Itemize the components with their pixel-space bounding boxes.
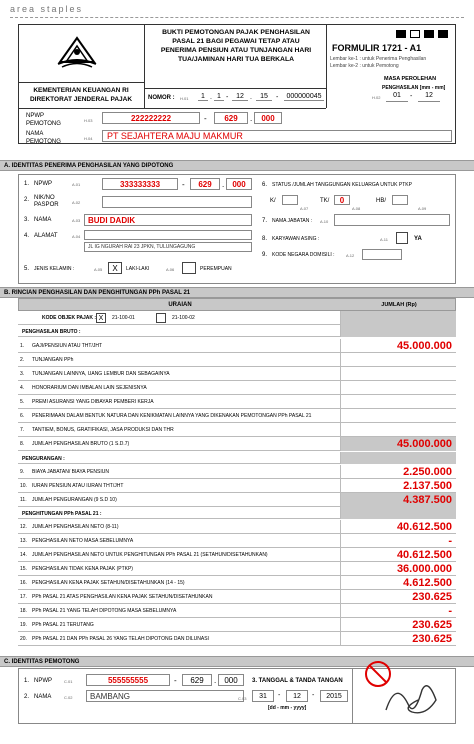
row-number: 14. xyxy=(20,552,27,558)
row-number: 16. xyxy=(20,580,27,586)
a-jk-l-checkbox[interactable]: X xyxy=(108,262,122,274)
a-tk-label: TK/ xyxy=(320,198,330,204)
hitung-header xyxy=(18,507,456,519)
npwp-dot: . xyxy=(222,180,225,189)
kode-objek-row xyxy=(18,311,456,325)
row-label: PREMI ASURANSI YANG DIBAYAR PEMBERI KERJA xyxy=(32,399,154,405)
npwp-pemotong-label xyxy=(26,112,61,128)
row-value[interactable] xyxy=(340,423,456,437)
row-value[interactable]: 230.625 xyxy=(340,632,456,646)
nama-code: H.04 xyxy=(84,136,93,141)
row-label: GAJI/PENSIUN ATAU THT/JHT xyxy=(32,343,103,349)
nomor-dot: . xyxy=(210,94,212,101)
row-number: 4. xyxy=(20,385,25,391)
col-jumlah: JUMLAH (Rp) xyxy=(381,302,417,308)
a-npwp-cabang[interactable]: 000 xyxy=(226,178,252,190)
a-karyawan-asing-label: KARYAWAN ASING : xyxy=(272,236,320,242)
a-nama-field[interactable]: BUDI DADIK xyxy=(84,214,252,226)
a-nik-label xyxy=(34,195,59,209)
row-label: JUMLAH PENGHASILAN NETO (8-11) xyxy=(32,524,119,530)
marker-block xyxy=(396,30,406,38)
c-date-year[interactable]: 2015 xyxy=(320,690,348,702)
divider xyxy=(18,108,326,109)
npwp-pemotong-field[interactable]: 222222222 xyxy=(102,112,200,124)
c-nama-label: NAMA xyxy=(34,694,52,700)
marker-block xyxy=(410,30,420,38)
a-jabatan-code: A.10 xyxy=(320,219,329,224)
kode-2-label: 21-100-02 xyxy=(172,315,195,321)
row-label: PENGHASILAN KENA PAJAK SETAHUN/DISETAHUNKAN (14 - 15) xyxy=(32,580,185,586)
masa-code: H.02 xyxy=(372,95,381,100)
income-row xyxy=(18,493,456,507)
income-row xyxy=(18,395,456,409)
npwp-pemotong-kpp[interactable]: 629 xyxy=(214,112,248,124)
row-value[interactable] xyxy=(340,367,456,381)
income-row xyxy=(18,576,456,590)
a-jk-label: JENIS KELAMIN : xyxy=(34,266,75,272)
nomor-part-1[interactable]: 1 xyxy=(198,93,208,101)
income-row xyxy=(18,548,456,562)
col-header xyxy=(18,298,456,311)
row-number: 8. xyxy=(20,441,25,447)
row-number: 20. xyxy=(20,636,27,642)
income-row xyxy=(18,562,456,576)
djp-logo-icon xyxy=(56,34,98,68)
a-jabatan-label: NAMA JABATAN : xyxy=(272,218,313,224)
title-line: PASAL 21 BAGI PEGAWAI TETAP ATAU xyxy=(172,38,300,45)
npwp-dash: - xyxy=(204,114,207,123)
npwp-pemotong-cabang[interactable]: 000 xyxy=(254,112,282,124)
section-b-header: B. RINCIAN PENGHASILAN DAN PENGHITUNGAN PPh PASAL 21 xyxy=(0,287,474,298)
bruto-header-label: PENGHASILAN BRUTO : xyxy=(22,329,81,335)
a-status-label: STATUS /JUMLAH TANGGUNGAN KELUARGA UNTUK PTKP xyxy=(272,182,412,188)
section-c-header: C. IDENTITAS PEMOTONG xyxy=(0,656,474,667)
row-value[interactable]: 230.625 xyxy=(340,590,456,604)
a-ya-label: YA xyxy=(414,236,422,242)
title-line: BUKTI PEMOTONGAN PAJAK PENGHASILAN xyxy=(162,29,310,36)
row-number: 2. xyxy=(20,357,25,363)
a-npwp-code: A.01 xyxy=(72,182,81,187)
row-number: 1. xyxy=(20,343,25,349)
a-k-field[interactable] xyxy=(282,195,298,205)
row-number: 11. xyxy=(20,497,27,503)
kode-2-checkbox[interactable] xyxy=(156,313,166,323)
ministry-name: KEMENTERIAN KEUANGAN RI xyxy=(33,87,129,94)
staple-line xyxy=(10,17,464,18)
date-sep: - xyxy=(278,692,281,699)
row-number: 18. xyxy=(20,608,27,614)
kode-1-checkbox[interactable]: X xyxy=(96,313,106,323)
divider xyxy=(144,24,145,108)
row-label: PPh PASAL 21 ATAS PENGHASILAN KENA PAJAK SETAHUN/DISETAHUNKAN xyxy=(32,594,213,600)
grey-cell xyxy=(340,311,456,325)
c-ttd-label: 3. TANGGAL & TANDA TANGAN xyxy=(252,678,343,684)
row-value[interactable]: 45.000.000 xyxy=(340,339,456,353)
a-jk-l-label: LAKI-LAKI xyxy=(126,266,150,272)
c-npwp-code: C.01 xyxy=(64,679,73,684)
a-jk-code-l: A.05 xyxy=(94,267,103,272)
a-ka-code: A.11 xyxy=(380,237,388,242)
a-k-code: A.07 xyxy=(300,206,309,211)
income-row xyxy=(18,520,456,534)
income-row xyxy=(18,618,456,632)
label-line: NPWP xyxy=(26,113,44,119)
income-row xyxy=(18,465,456,479)
row-label: BIAYA JABATAN/ BIAYA PENSIUN xyxy=(32,469,109,475)
divider xyxy=(144,88,326,89)
npwp-dot: . xyxy=(214,676,217,685)
nomor-label: NOMOR : xyxy=(148,95,175,101)
a-num: 5. xyxy=(24,266,30,272)
form-title xyxy=(146,28,326,64)
a-jk-p-label: PEREMPUAN xyxy=(200,266,232,272)
signature-mark-icon xyxy=(356,660,454,726)
row-value[interactable] xyxy=(340,395,456,409)
row-label: JUMLAH PENGHASILAN BRUTO (1 S.D.7) xyxy=(32,441,130,447)
income-row xyxy=(18,604,456,618)
a-num: 9. xyxy=(262,252,268,258)
income-row xyxy=(18,353,456,367)
row-value[interactable]: 2.137.500 xyxy=(340,479,456,493)
row-value[interactable]: 40.612.500 xyxy=(340,520,456,534)
marker-block xyxy=(424,30,434,38)
c-date-format: [dd - mm - yyyy] xyxy=(268,705,307,711)
a-num: 2. xyxy=(24,197,30,203)
row-label: PENGHASILAN NETO MASA SEBELUMNYA xyxy=(32,538,134,544)
a-alamat-field-1[interactable] xyxy=(84,230,252,240)
nama-pemotong-label xyxy=(26,130,61,146)
kode-label: KODE OBJEK PAJAK : xyxy=(42,315,97,321)
c-date-month[interactable]: 12 xyxy=(286,690,308,702)
divider xyxy=(326,24,327,108)
a-hb-code: A.09 xyxy=(418,206,427,211)
row-number: 13. xyxy=(20,538,27,544)
nomor-dash: - xyxy=(226,94,229,101)
nomor-part-4[interactable]: 15 xyxy=(256,93,272,101)
row-label: PPh PASAL 21 DAN PPh PASAL 26 YANG TELAH DIPOTONG DAN DILUNASI xyxy=(32,636,209,642)
c-num: 2. xyxy=(24,694,30,700)
row-number: 15. xyxy=(20,566,27,572)
grey-cell xyxy=(340,452,456,464)
a-alamat-field-2[interactable]: JL IG NGURAH RAI 23 JPKN, TULUNGAGUNG xyxy=(84,242,252,252)
row-number: 17. xyxy=(20,594,27,600)
row-value[interactable] xyxy=(340,409,456,423)
income-row xyxy=(18,534,456,548)
kode-1-label: 21-100-01 xyxy=(112,315,135,321)
a-num: 7. xyxy=(262,218,268,224)
a-hb-field[interactable] xyxy=(392,195,408,205)
a-k-label: K/ xyxy=(270,198,276,204)
a-tk-code: A.08 xyxy=(352,206,361,211)
c-npwp-label: NPWP xyxy=(34,678,52,684)
row-value[interactable]: - xyxy=(340,534,456,548)
label-line: NIK/NO xyxy=(34,195,55,201)
row-number: 12. xyxy=(20,524,27,530)
row-label: JUMLAH PENGHASILAN NETO UNTUK PENGHITUNGAN PPh PASAL 21 (SETAHUN/DISETAHUNKAN) xyxy=(32,552,268,558)
income-row xyxy=(18,367,456,381)
masa-label-1: MASA PEROLEHAN xyxy=(384,76,437,82)
title-line: TUA/JAMINAN HARI TUA BERKALA xyxy=(177,56,295,63)
section-a-frame xyxy=(18,174,456,284)
income-row xyxy=(18,590,456,604)
directorate-name: DIREKTORAT JENDERAL PAJAK xyxy=(29,96,133,103)
row-value[interactable]: 2.250.000 xyxy=(340,465,456,479)
row-label: PPh PASAL 21 YANG TELAH DIPOTONG MASA SEBELUMNYA xyxy=(32,608,177,614)
row-label: PENGHASILAN TIDAK KENA PAJAK (PTKP) xyxy=(32,566,133,572)
c-nama-code: C.02 xyxy=(64,695,73,700)
row-label: PENERIMAAN DALAM BENTUK NATURA DAN KENIKMATAN LAINNYA YANG DIKENAKAN PEMOTONGAN PPh PASAL 21 xyxy=(32,413,312,419)
row-label: PPh PASAL 21 TERUTANG xyxy=(32,622,94,628)
nomor-part-3[interactable]: 12 xyxy=(232,93,248,101)
a-negara-field[interactable] xyxy=(362,249,402,260)
row-value[interactable] xyxy=(340,381,456,395)
income-row xyxy=(18,437,456,451)
row-value[interactable]: 4.612.500 xyxy=(340,576,456,590)
nomor-part-2[interactable]: 1 xyxy=(214,93,224,101)
a-nik-field[interactable] xyxy=(102,196,252,208)
a-hb-label: HB/ xyxy=(376,198,387,204)
row-value[interactable] xyxy=(340,353,456,367)
label-line: PEMOTONG xyxy=(26,121,61,127)
masa-to[interactable]: 12 xyxy=(418,92,440,102)
bruto-header xyxy=(18,325,456,337)
row-number: 19. xyxy=(20,622,27,628)
a-num: 4. xyxy=(24,233,30,239)
income-row xyxy=(18,339,456,353)
row-number: 6. xyxy=(20,413,25,419)
a-alamat-label: ALAMAT xyxy=(34,233,58,239)
c-npwp-kpp[interactable]: 629 xyxy=(182,674,212,686)
grey-cell xyxy=(340,507,456,519)
income-row xyxy=(18,409,456,423)
row-value[interactable]: - xyxy=(340,604,456,618)
a-num: 1. xyxy=(24,181,30,187)
row-label: TANTIEM, BONUS, GRATIFIKASI, JASA PRODUKSI DAN THR xyxy=(32,427,174,433)
row-label: IURAN PENSIUN ATAU IURAN THT/JHT xyxy=(32,483,124,489)
row-value[interactable]: 4.387.500 xyxy=(340,493,456,507)
lembar-1: Lembar ke-1 : untuk Penerima Penghasilan xyxy=(330,56,427,62)
masa-label-2: PENGHASILAN [mm - mm] xyxy=(382,85,446,91)
income-row xyxy=(18,632,456,646)
c-nama-field[interactable]: BAMBANG xyxy=(86,690,244,702)
row-value[interactable]: 230.625 xyxy=(340,618,456,632)
divider xyxy=(18,82,144,83)
section-a-header: A. IDENTITAS PENERIMA PENGHASILAN YANG DIPOTONG xyxy=(0,160,474,171)
a-negara-label: KODE NEGARA DOMISILI : xyxy=(272,252,335,258)
a-jabatan-field[interactable] xyxy=(334,214,450,226)
income-row xyxy=(18,381,456,395)
date-sep: - xyxy=(312,692,315,699)
a-tk-field[interactable]: 0 xyxy=(334,195,350,205)
row-number: 10. xyxy=(20,483,27,489)
title-line: PENERIMA PENSIUN ATAU TUNJANGAN HARI xyxy=(160,47,312,54)
npwp-code: H.03 xyxy=(84,118,93,123)
c-npwp-cabang[interactable]: 000 xyxy=(218,674,244,686)
masa-from[interactable]: 01 xyxy=(386,92,408,102)
row-value[interactable]: 40.612.500 xyxy=(340,548,456,562)
label-line: NAMA xyxy=(26,131,44,137)
npwp-dash: - xyxy=(174,676,177,685)
a-karyawan-asing-checkbox[interactable] xyxy=(396,232,408,244)
a-jk-p-checkbox[interactable] xyxy=(182,262,196,274)
row-label: TUNJANGAN LAINNYA, UANG LEMBUR DAN SEBAGAINYA xyxy=(32,371,170,377)
a-negara-code: A.12 xyxy=(346,253,355,258)
row-label: JUMLAH PENGURANGAN (9 S.D 10) xyxy=(32,497,117,503)
c-ttd-code: C.03 xyxy=(238,696,247,701)
grey-cell xyxy=(340,325,456,337)
row-number: 5. xyxy=(20,399,25,405)
a-npwp-field[interactable]: 333333333 xyxy=(102,178,178,190)
label-line: PEMOTONG xyxy=(26,139,61,145)
row-number: 9. xyxy=(20,469,25,475)
nomor-dash: - xyxy=(276,94,279,101)
row-value[interactable]: 45.000.000 xyxy=(340,437,456,451)
pengurangan-header xyxy=(18,452,456,464)
income-row xyxy=(18,479,456,493)
row-number: 3. xyxy=(20,371,25,377)
a-nama-code: A.03 xyxy=(72,218,81,223)
row-value[interactable]: 36.000.000 xyxy=(340,562,456,576)
nomor-code: H.01 xyxy=(180,96,189,101)
nomor-part-5[interactable]: 000000045 xyxy=(284,93,324,101)
a-num: 6. xyxy=(262,182,268,188)
row-label: TUNJANGAN PPh xyxy=(32,357,74,363)
label-line: PASPOR xyxy=(34,202,59,208)
form-code: FORMULIR 1721 - A1 xyxy=(332,43,422,53)
a-jk-code-p: A.06 xyxy=(166,267,175,272)
pengurangan-header-label: PENGURANGAN : xyxy=(22,456,65,462)
a-num: 8. xyxy=(262,236,268,242)
staples-label: area staples xyxy=(10,4,84,14)
nomor-dot: . xyxy=(250,94,252,101)
a-nik-code: A.02 xyxy=(72,200,81,205)
nama-pemotong-field[interactable]: PT SEJAHTERA MAJU MAKMUR xyxy=(102,130,452,142)
a-npwp-kpp[interactable]: 629 xyxy=(190,178,220,190)
c-num: 1. xyxy=(24,678,30,684)
row-number: 7. xyxy=(20,427,25,433)
col-uraian: URAIAN xyxy=(168,302,192,308)
npwp-dot: . xyxy=(250,114,253,123)
income-row xyxy=(18,423,456,437)
hitung-header-label: PENGHITUNGAN PPh PASAL 21 : xyxy=(22,511,102,517)
npwp-dash: - xyxy=(182,180,185,189)
a-npwp-label: NPWP xyxy=(34,181,52,187)
row-label: HONORARIUM DAN IMBALAN LAIN SEJENISNYA xyxy=(32,385,147,391)
lembar-2: Lembar ke-2 : untuk Pemotong xyxy=(330,63,399,69)
a-alamat-code: A.04 xyxy=(72,234,81,239)
marker-block xyxy=(438,30,448,38)
a-nama-label: NAMA xyxy=(34,217,52,223)
masa-sep: - xyxy=(410,93,413,100)
a-num: 3. xyxy=(24,217,30,223)
c-npwp-field[interactable]: 555555555 xyxy=(86,674,170,686)
c-date-day[interactable]: 31 xyxy=(252,690,274,702)
